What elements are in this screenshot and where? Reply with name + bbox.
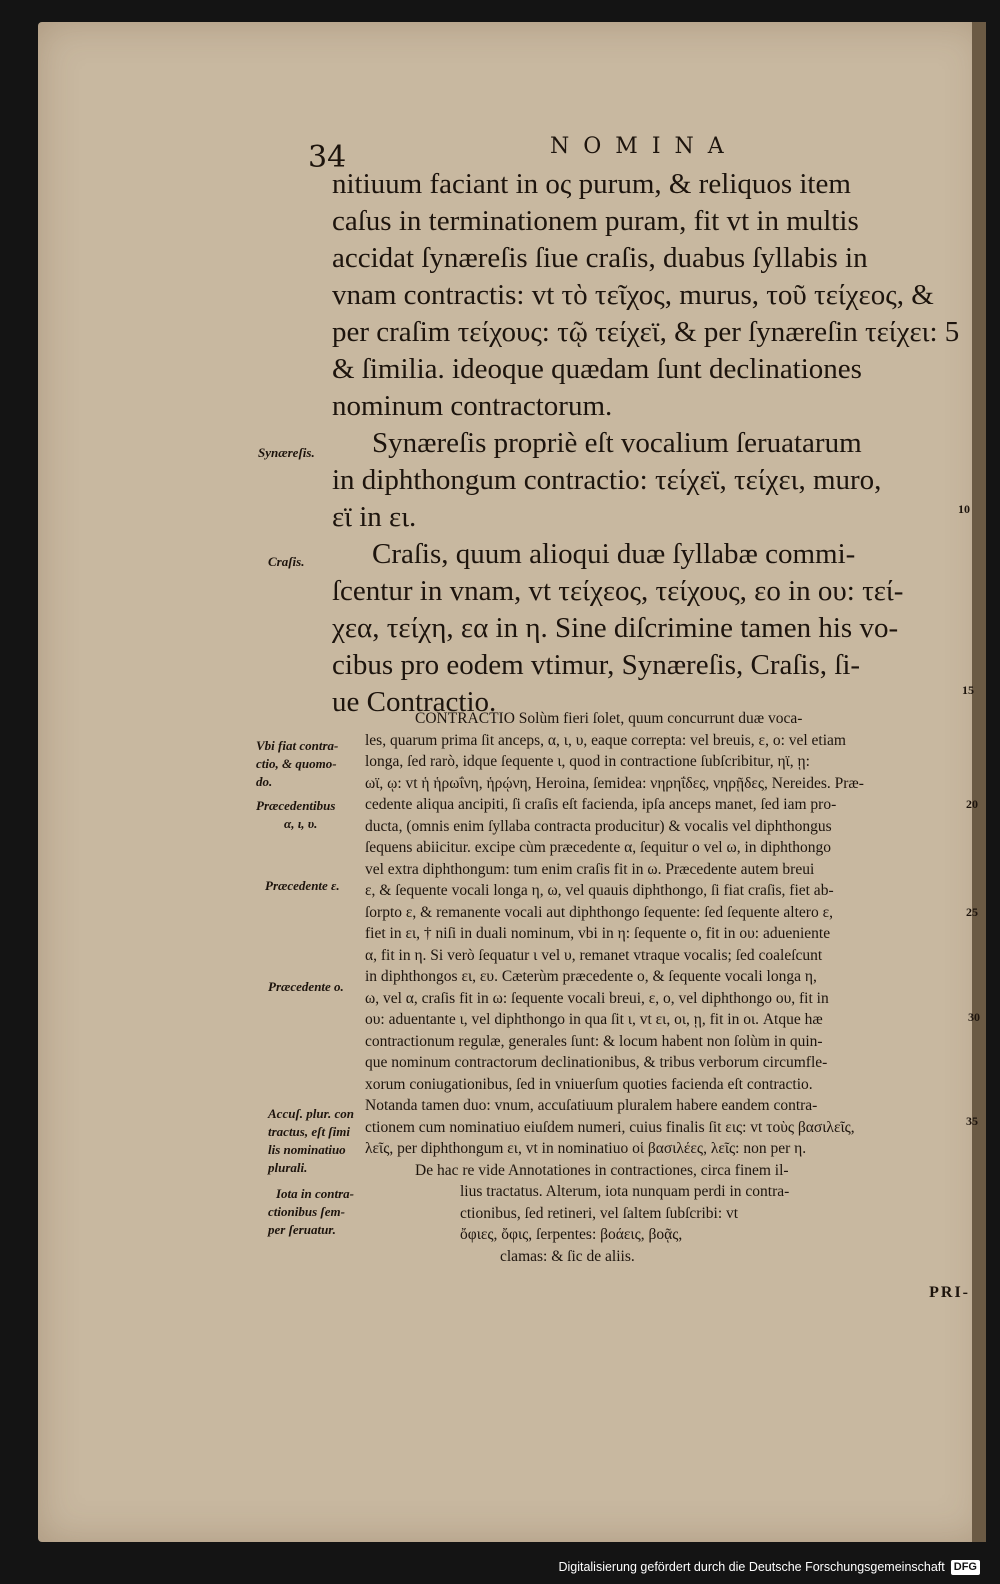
margin-note-synaeresis: Synæreſis.	[258, 445, 315, 460]
main-line: Synæreſis propriè eſt vocalium ſeruatarum	[372, 427, 862, 459]
commentary-line: ὄφιες, ὄφις, ſerpentes: βοάεις, βοᾷς,	[460, 1226, 683, 1243]
commentary-line: ducta, (omnis enim ſyllaba contracta producitur) & vocalis vel diphthongus	[365, 817, 832, 835]
footer-text: Digitalisierung gefördert durch die Deutsche Forschungsgemeinschaft	[558, 1560, 945, 1574]
digitization-footer	[558, 1556, 980, 1578]
line-number: 20	[966, 797, 978, 811]
commentary-line: ctionibus, ſed retineri, vel ſaltem ſubſcribi: vt	[460, 1204, 739, 1222]
commentary-line: ctionem cum nominatiuo eiuſdem numeri, cuius finalis ſit εις: vt τοὺς βασιλεῖς,	[365, 1118, 855, 1136]
margin-note-praecedente-o: Præcedente ο.	[268, 979, 344, 994]
main-line: accidat ſynæreſis ſiue craſis, duabus ſyllabis in	[332, 242, 868, 274]
main-text-block	[332, 166, 960, 721]
commentary-line: CONTRACTIO Solùm fieri ſolet, quum concurrunt duæ voca-	[415, 710, 803, 727]
line-number: 10	[958, 502, 970, 516]
main-line: εϊ in ει.	[332, 501, 417, 533]
commentary-line: α, fit in η. Si verò ſequatur ι vel υ, remanet vtraque vocalis; ſed coaleſcunt	[365, 946, 823, 964]
commentary-line: ωϊ, ῳ: vt ἡ ἡρωΐνη, ἡρῴνη, Heroina, ſemidea: νηρηΐδες, νηρῇδες, Nereides. Præ-	[365, 774, 864, 792]
dfg-logo-icon: DFG	[951, 1560, 980, 1575]
commentary-line: in diphthongos ει, ευ. Cæterùm præcedente ο, & ſequente vocali longa η,	[365, 968, 817, 985]
commentary-line: contractionum regulæ, generales ſunt: & locum habent non ſolùm in quin-	[365, 1032, 823, 1050]
main-line: χεα, τείχη, εα in η. Sine diſcrimine tamen his vo-	[332, 612, 899, 644]
catchword: PRI-	[929, 1284, 970, 1301]
main-line: & ſimilia. ideoque quædam ſunt declinationes	[332, 353, 862, 385]
margin-note-crasis: Craſis.	[268, 554, 305, 569]
commentary-line: ſorpto ε, & remanente vocali aut diphthongo ſequente: ſed ſequente altero ε,	[365, 903, 833, 921]
margin-note-contractio: Vbi fiat contra- ctio, & quomo- do.	[256, 738, 339, 789]
main-line: ue Contractio.	[332, 686, 497, 718]
main-line: cibus pro eodem vtimur, Synæreſis, Craſis, ſi-	[332, 649, 861, 681]
main-line: vnam contractis: vt τὸ τεῖχος, murus, τοῦ τείχεος, &	[332, 279, 934, 311]
commentary-line: les, quarum prima ſit anceps, α, ι, υ, eaque correpta: vel breuis, ε, ο: vel etiam	[365, 731, 846, 749]
commentary-line: longa, ſed rarò, idque ſequente ι, quod in contractione ſubſcribitur, ηϊ, ῃ:	[365, 753, 810, 770]
commentary-line: cedente aliqua ancipiti, ſi craſis eſt facienda, ipſa anceps manet, ſed iam pro-	[365, 796, 837, 813]
line-number: 35	[966, 1114, 978, 1128]
commentary-line: vel extra diphthongum: tum enim craſis fit in ω. Præcedente autem breui	[365, 860, 815, 878]
commentary-line: ω, vel α, craſis fit in ω: ſequente vocali breui, ε, ο, vel diphthongo ου, fit in	[365, 989, 829, 1007]
commentary-line: fiet in ει, † niſi in duali nominum, vbi in η: ſequente ο, fit in ου: adueniente	[365, 925, 831, 942]
page-spine-edge	[972, 22, 986, 1542]
page-number: 34	[308, 140, 347, 175]
margin-note-iota: Iota in contra- ctionibus ſem- per ſeruatur.	[268, 1186, 355, 1237]
line-number: 25	[966, 905, 978, 919]
line-number: 15	[962, 683, 974, 697]
margin-note-praecedente-e: Præcedente ε.	[265, 878, 340, 893]
commentary-text-block	[365, 708, 935, 1267]
commentary-line: que nominum contractorum declinationibus, & tribus verborum circumfle-	[365, 1054, 828, 1071]
main-line: in diphthongum contractio: τείχεϊ, τείχει, muro,	[332, 464, 882, 496]
commentary-line: ε, & ſequente vocali longa η, ω, vel quauis diphthongo, ſi fiat craſis, fiet ab-	[365, 882, 834, 899]
commentary-line: lius tractatus. Alterum, iota nunquam perdi in contra-	[460, 1183, 790, 1200]
commentary-line: xorum coniugationibus, ſed in vniuerſum quoties facienda eſt contractio.	[365, 1075, 813, 1093]
main-line: per craſim τείχους: τῷ τείχεϊ, & per ſynæreſin τείχει: 5	[332, 316, 960, 348]
margin-note-praecedentibus: Præcedentibus α, ι, υ.	[256, 798, 336, 831]
main-line: caſus in terminationem puram, fit vt in multis	[332, 205, 859, 237]
line-number: 30	[968, 1010, 980, 1024]
commentary-line: ſequens abiicitur. excipe cùm præcedente α, ſequitur ο vel ω, in diphthongo	[365, 839, 831, 856]
commentary-line: λεῖς, per diphthongum ει, vt in nominatiuo οἱ βασιλέες, λεῖς: non per η.	[365, 1140, 807, 1157]
main-line: Craſis, quum alioqui duæ ſyllabæ commi-	[372, 538, 856, 570]
running-title: NOMINA	[550, 134, 738, 159]
commentary-line: Notanda tamen duo: vnum, accuſatiuum pluralem habere eandem contra-	[365, 1097, 818, 1114]
commentary-line: De hac re vide Annotationes in contractiones, circa finem il-	[415, 1161, 789, 1179]
commentary-line: ου: aduentante ι, vel diphthongo in qua ſit ι, vt ει, οι, ῃ, fit in οι. Atque hæ	[365, 1011, 823, 1028]
main-line: nitiuum faciant in ος purum, & reliquos item	[332, 168, 851, 200]
margin-note-accusativus: Accuſ. plur. con tractus, eſt ſimi lis nominatiuo plurali.	[268, 1106, 354, 1175]
main-line: ſcentur in vnam, vt τείχεος, τείχους, εο in ου: τεί-	[332, 575, 904, 607]
commentary-line: clamas: & ſic de aliis.	[500, 1247, 635, 1265]
main-line: nominum contractorum.	[332, 390, 613, 422]
